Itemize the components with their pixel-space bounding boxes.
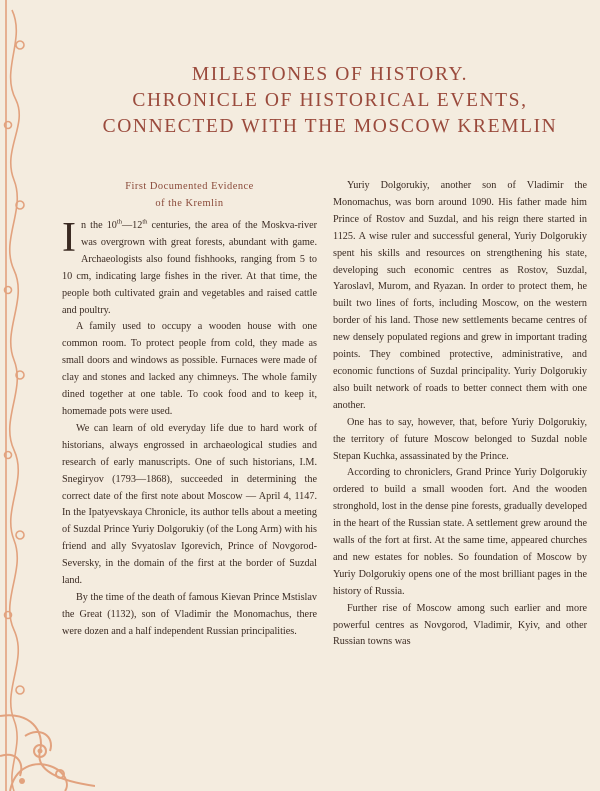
left-text-column [62, 178, 317, 641]
paragraph [62, 215, 318, 319]
paragraph: Further rise of Moscow among such earlier and more powerful centres as Novgorod, Vladimir, Kyiv, and other Russian towns was [333, 602, 587, 648]
right-text-column [333, 178, 587, 651]
drop-cap: I [62, 215, 76, 261]
text-run: n the 10 [81, 220, 117, 231]
paragraph: According to chroniclers, Grand Prince Yuriy Dolgorukiy ordered to build a small wooden fort. And the wooden stronghold, lost in the dense pine forests, gradually developed in the heart of the Russian state. A settlement grew around the walls of the fort at first. At the same time, appeared churches and new estates for nobles. So foundation of Moscow by Yuriy Dolgorukiy opens one of the most brilliant pages in the history of Russia. [333, 467, 587, 597]
corner-flourish-ornament [0, 696, 95, 791]
paragraph: By the time of the death of famous Kievan Prince Mstislav the Great (1132), son of Vladimir the Monomachus, there were dozen and a half independent Russian principalities. [62, 591, 317, 637]
paragraph: A family used to occupy a wooden house with one common room. To protect people from cold, they made as small doors and windows as possible. Furnaces were made of clay and stones and lacked any chimneys. The whole family dined together at one table. To cook food and to keep it, homemade pots were used. [62, 321, 317, 417]
title-line-2: CHRONICLE OF HISTORICAL EVENTS, [132, 90, 528, 111]
text-run: —12 [121, 220, 143, 231]
superscript: th [116, 218, 122, 226]
text-run: centuries, the area of the Moskva-river was overgrown with great forests, abundant with game. Archaeologists also found fishhooks, ranging from 5 to 10 cm, indicating large fishes in the river. At that time, the people both cultivated grain and vegetables and raised cattle and poultry. [62, 220, 318, 316]
title-line-1: MILESTONES OF HISTORY. [191, 64, 469, 85]
paragraph: One has to say, however, that, before Yuriy Dolgorukiy, the territory of future Moscow belonged to Suzdal noble Stepan Kuchka, assassinated by the Prince. [333, 416, 587, 462]
section-heading [62, 178, 317, 212]
chapter-title [60, 62, 600, 140]
paragraph: We can learn of old everyday life due to hard work of historians, always engrossed in archaeological studies and research of early manuscripts. One of such historians, I.M. Snegiryov (1793—1868), succeeded in determining the correct date of the first note about Moscow — April 4, 1147. In the Ipatyevskaya Chronicle, its author tells about a meeting of Suzdal Prince Yuriy Dolgorukiy (of the Long Arm) with his friend and ally Svyatoslav Igorevich, Prince of Novgorod-Seversky, in the domain of the first at the border of Suzdal land. [62, 422, 317, 587]
floral-border-ornament [0, 0, 30, 791]
section-heading-line-1: First Documented Evidence [125, 181, 254, 192]
title-line-3: CONNECTED WITH THE MOSCOW KREMLIN [102, 116, 558, 137]
paragraph: Yuriy Dolgorukiy, another son of Vladimir the Monomachus, was born around 1090. His father made him Prince of Rostov and Suzdal, and his reign there started in 1125. A wise ruler and successful general, Yuriy Dolgorukiy spent his skills and resources on strengthening his state, developing such economic centres as Rostov, Suzdal, Yaroslavl, Murom, and Ryazan. In order to protect them, he built two lines of forts, including Moscow, on the western border of his land. Those new settlements became centres of new densely populated regions and grew in important trading points. They combined protective, administrative, and economic functions of Suzdal principality. Yuriy Dolgorukiy also built network of roads to better connect them with one another. [333, 180, 587, 411]
superscript: th [142, 218, 148, 226]
section-heading-line-2: of the Kremlin [155, 198, 224, 209]
